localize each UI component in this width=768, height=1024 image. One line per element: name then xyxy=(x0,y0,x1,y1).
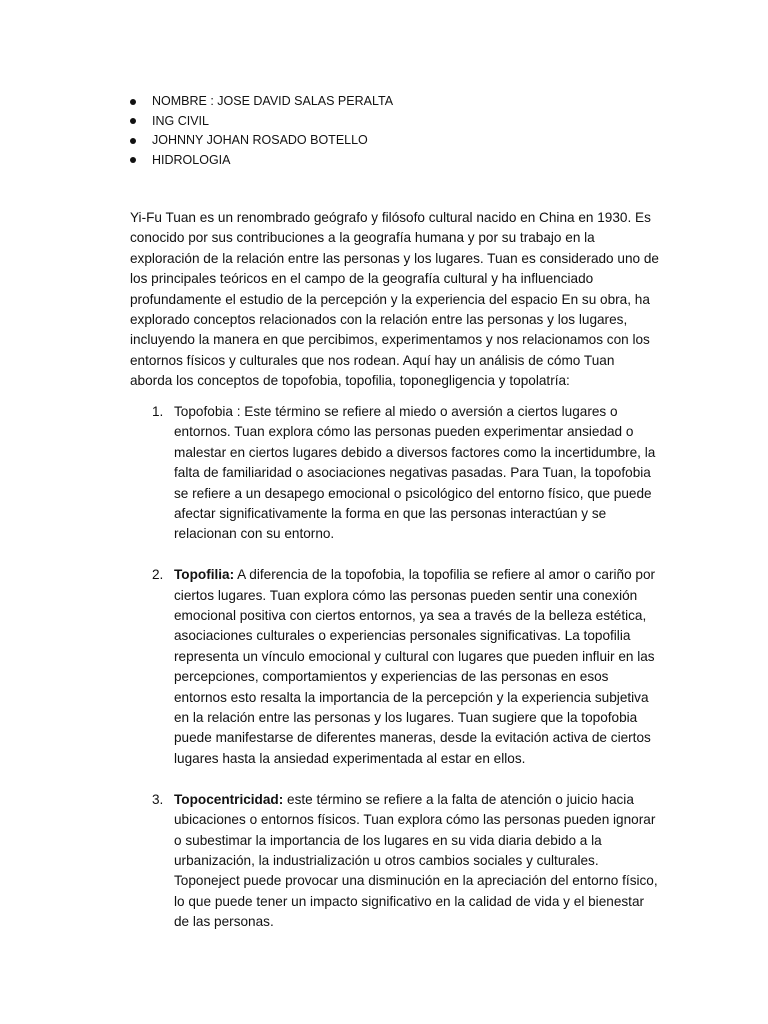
bullet-career: ING CIVIL xyxy=(130,112,393,132)
list-item-topofobia xyxy=(130,402,660,545)
bullet-teacher-name: JOHNNY JOHAN ROSADO BOTELLO xyxy=(130,131,393,151)
intro-paragraph: Yi-Fu Tuan es un renombrado geógrafo y filósofo cultural nacido en China en 1930. Es conocido por sus contribuciones a la geografía humana y por su trabajo en la exploración de la relación entre las personas y los lugares. Tuan es considerado uno de los principales teóricos en el campo de la geografía cultural y ha influenciado profundamente el estudio de la percepción y la experiencia del espacio En su obra, ha explorado conceptos relacionados con la relación entre las personas y los lugares, incluyendo la manera en que percibimos, experimentamos y nos relacionamos con los entornos físicos y culturales que nos rodean. Aquí hay un análisis de cómo Tuan aborda los conceptos de topofobia, topofilia, toponegligencia y topolatría: xyxy=(130,210,659,389)
list-item-topocentricidad xyxy=(130,790,660,933)
item-term: Topocentricidad: xyxy=(174,791,284,807)
list-item-topofilia xyxy=(130,565,660,769)
header-bullet-list xyxy=(130,92,393,170)
bullet-course: HIDROLOGIA xyxy=(130,151,393,171)
item-body: A diferencia de la topofobia, la topofilia se refiere al amor o cariño por ciertos lugares. Tuan explora cómo las personas pueden sentir una conexión emocional positiva con ciertos entornos, ya sea a través de la belleza estética, asociaciones culturales o experiencias personales significativas. La topofilia representa un vínculo emocional y cultural con lugares que pueden influir en las percepciones, comportamientos y experiencias de las personas en esos entornos esto resalta la importancia de la percepción y la experiencia subjetiva en la relación entre las personas y los lugares. Tuan sugiere que la topofobia puede manifestarse de diferentes maneras, desde la evitación activa de ciertos lugares hasta la ansiedad experimentada al estar en ellos. xyxy=(174,567,656,766)
bullet-student-name: NOMBRE : JOSE DAVID SALAS PERALTA xyxy=(130,92,393,112)
item-body: este término se refiere a la falta de atención o juicio hacia ubicaciones o entornos físicos. Tuan explora cómo las personas pueden ignorar o subestimar la importancia de los lugares en su vida diaria debido a la urbanización, la industrialización u otros cambios sociales y culturales. Toponeject puede provocar una disminución en la apreciación del entorno físico, lo que puede tener un impacto significativo en la calidad de vida y el bienestar de las personas. xyxy=(174,791,658,930)
list-number: 2. xyxy=(152,567,164,583)
list-number: 1. xyxy=(152,404,164,419)
item-term: Topofilia: xyxy=(174,567,235,583)
list-number: 3. xyxy=(152,791,164,807)
item-body: Este término se refiere al miedo o aversión a ciertos lugares o entornos. Tuan explora cómo las personas pueden experimentar ansiedad o malestar en ciertos lugares debido a diversos factores como la incertidumbre, la falta de familiaridad o asociaciones negativas pasadas. Para Tuan, la topofobia se refiere a un desapego emocional o psicológico del entorno físico, que puede afectar significativamente la forma en que las personas interactúan y se relacionan con su entorno. xyxy=(174,404,656,542)
item-term: Topofobia : xyxy=(174,404,241,419)
concepts-numbered-list xyxy=(130,402,660,953)
